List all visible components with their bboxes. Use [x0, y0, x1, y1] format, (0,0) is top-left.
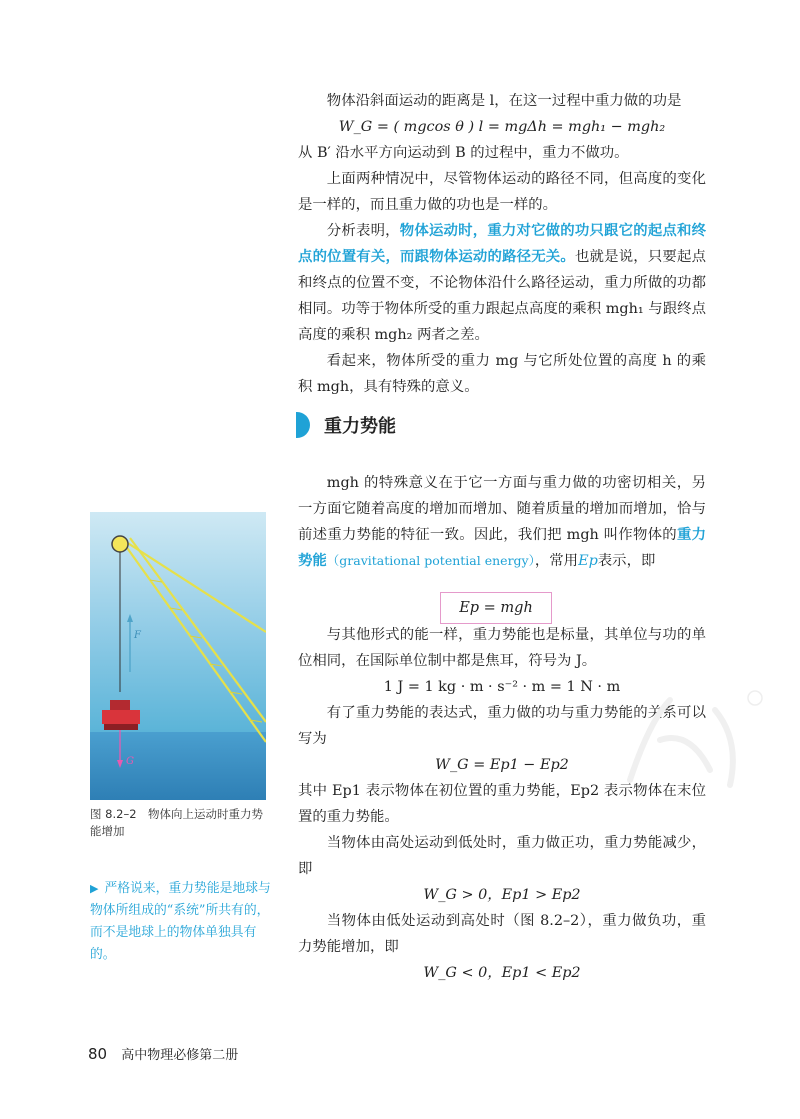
pulley-icon [112, 536, 128, 552]
paragraph-analysis [298, 218, 706, 348]
paragraph-mgh-meaning: 看起来，物体所受的重力 mg 与它所处位置的高度 h 的乘积 mgh，具有特殊的意义。 [298, 353, 706, 395]
equation-text: 1 J = 1 kg · m · s⁻² · m = 1 N · m [383, 679, 621, 695]
key-conclusion-highlight: 物体运动时，重力对它做的功只跟它的起点和终点的位置有关，而跟物体运动的路径无关。 [298, 223, 706, 265]
english-term: （gravitational potential energy） [326, 553, 535, 568]
equation-text: W_G > 0，Ep1 > Ep2 [423, 887, 581, 903]
equation-positive-work [298, 882, 706, 908]
paragraph-ep-meaning: 其中 Ep1 表示物体在初位置的重力势能，Ep2 表示物体在末位置的重力势能。 [298, 783, 706, 825]
crane-illustration [90, 512, 266, 800]
definition-lead: mgh 的特殊意义在于它一方面与重力做的功密切相关，另一方面它随着高度的增加而增加、随着质量的增加而增加，恰与前述重力势能的特征一致。因此，我们把 mgh 叫作物体的 [298, 475, 706, 543]
book-title: 高中物理必修第二册 [121, 1048, 239, 1063]
paragraph-comparison: 上面两种情况中，尽管物体运动的路径不同，但高度的变化是一样的，而且重力做的功也是一样的。 [298, 171, 706, 213]
paragraph-definition [298, 470, 706, 574]
definition-mid: ，常用 [534, 553, 579, 569]
equation-negative-work [298, 960, 706, 986]
page-number: 80 [88, 1045, 108, 1063]
paragraph-relation: 有了重力势能的表达式，重力做的功与重力势能的关系可以写为 [298, 705, 706, 747]
figure-caption: 图 8.2–2 物体向上运动时重力势能增加 [90, 807, 264, 838]
paragraph-unit: 与其他形式的能一样，重力势能也是标量，其单位与功的单位相同，在国际单位制中都是焦耳，符号为 J。 [298, 627, 706, 669]
note-arrow-icon: ▶ [90, 882, 99, 895]
analysis-lead: 分析表明， [326, 223, 400, 239]
boxed-equation-ep: Ep = mgh [440, 592, 552, 624]
paragraph-horizontal: 从 B′ 沿水平方向运动到 B 的过程中，重力不做功。 [298, 145, 629, 161]
side-note [90, 878, 272, 966]
figure-crane-photo [90, 512, 266, 800]
equation-text: W_G = ( mgcos θ ) l = mgΔh = mgh₁ − mgh₂ [338, 119, 666, 135]
force-label-F: F [134, 630, 141, 641]
section-title: 重力势能 [324, 416, 396, 437]
section-heading [296, 410, 396, 440]
definition-tail: 表示，即 [597, 553, 656, 569]
watermark-logo-icon [620, 680, 770, 800]
paragraph-upward: 当物体由低处运动到高处时（图 8.2–2），重力做负功，重力势能增加，即 [298, 913, 706, 955]
page-footer [88, 1044, 238, 1063]
equation-text: W_G < 0，Ep1 < Ep2 [423, 965, 581, 981]
equation-text: W_G = Ep1 − Ep2 [435, 757, 569, 773]
term-gravitational-potential-energy: 重力势能 [298, 527, 706, 569]
paragraph-slope-work: 物体沿斜面运动的距离是 l，在这一过程中重力做的功是 [326, 93, 682, 109]
paragraph-downward: 当物体由高处运动到低处时，重力做正功，重力势能减少，即 [298, 835, 706, 877]
equation-work-slope [298, 114, 706, 140]
section-marker-icon [296, 412, 310, 438]
side-note-text: 严格说来，重力势能是地球与物体所组成的“系统”所共有的，而不是地球上的物体单独具有的。 [90, 881, 271, 962]
main-text-column [298, 88, 706, 986]
symbol-ep: Ep [578, 553, 598, 569]
analysis-tail: 也就是说，只要起点和终点的位置不变，不论物体沿什么路径运动，重力所做的功都相同。功等于物体所受的重力跟起点高度的乘积 mgh₁ 与跟终点高度的乘积 mgh₂ 两者之差。 [298, 249, 706, 343]
force-label-G: G [126, 756, 134, 767]
